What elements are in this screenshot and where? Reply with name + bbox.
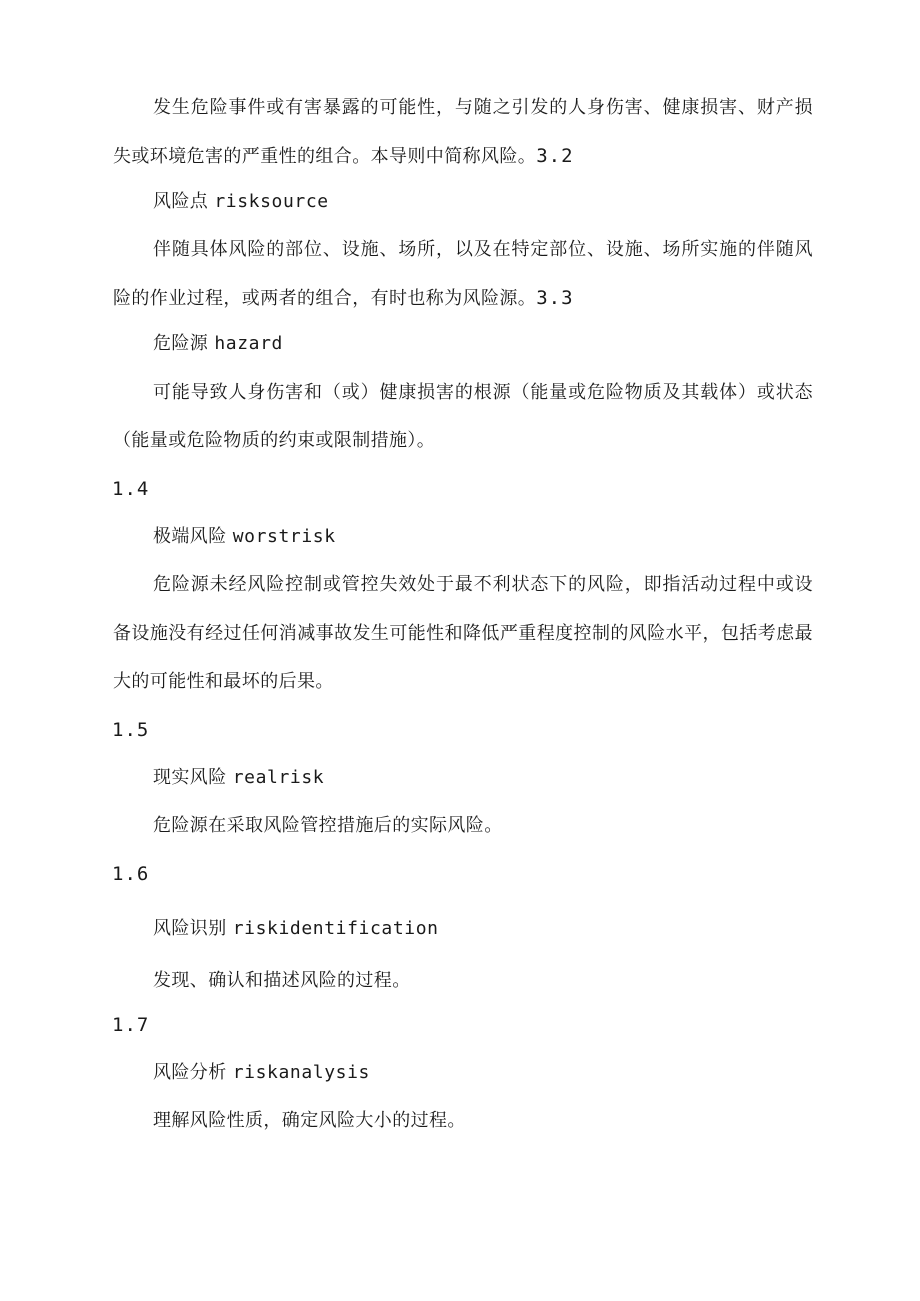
term-english: hazard — [214, 333, 283, 354]
paragraph-line: 危险源在采取风险管控措施后的实际风险。 — [153, 815, 503, 836]
term-heading — [153, 766, 324, 790]
paragraph-line: 发现、确认和描述风险的过程。 — [153, 970, 411, 991]
paragraph-line: 理解风险性质，确定风险大小的过程。 — [153, 1110, 466, 1131]
paragraph-line: 大的可能性和最坏的后果。 — [113, 671, 334, 692]
term-chinese: 风险点 — [153, 191, 209, 212]
term-chinese: 极端风险 — [153, 526, 227, 547]
term-heading — [153, 525, 336, 549]
paragraph-line: 可能导致人身伤害和（或）健康损害的根源（能量或危险物质及其载体）或状态 — [153, 382, 813, 403]
section-number: 1.6 — [112, 863, 150, 885]
paragraph-line: （能量或危险物质的约束或限制措施）。 — [113, 430, 436, 451]
paragraph-text: 失或环境危害的严重性的组合。本导则中简称风险。 — [113, 146, 537, 167]
term-english: riskanalysis — [232, 1062, 370, 1083]
term-heading — [153, 332, 283, 356]
paragraph-line: 伴随具体风险的部位、设施、场所，以及在特定部位、设施、场所实施的伴随风 — [153, 239, 813, 260]
section-number: 3.3 — [536, 287, 574, 309]
paragraph-line — [113, 286, 574, 311]
term-chinese: 风险分析 — [153, 1062, 227, 1083]
term-english: worstrisk — [232, 526, 336, 547]
term-chinese: 风险识别 — [153, 918, 227, 939]
term-chinese: 危险源 — [153, 333, 209, 354]
section-number: 1.7 — [112, 1014, 150, 1036]
section-number: 1.4 — [112, 478, 150, 500]
term-english: riskidentification — [232, 918, 439, 939]
term-heading — [153, 917, 439, 941]
section-number: 3.2 — [536, 145, 574, 167]
paragraph-line — [113, 144, 574, 169]
paragraph-text: 险的作业过程，或两者的组合，有时也称为风险源。 — [113, 288, 537, 309]
term-english: realrisk — [232, 767, 325, 788]
paragraph-line: 危险源未经风险控制或管控失效处于最不利状态下的风险，即指活动过程中或设 — [153, 574, 813, 595]
term-heading — [153, 190, 329, 214]
term-chinese: 现实风险 — [153, 767, 227, 788]
section-number: 1.5 — [112, 719, 150, 741]
paragraph-line: 备设施没有经过任何消减事故发生可能性和降低严重程度控制的风险水平，包括考虑最 — [113, 623, 813, 644]
paragraph-line: 发生危险事件或有害暴露的可能性，与随之引发的人身伤害、健康损害、财产损 — [153, 97, 813, 118]
term-heading — [153, 1061, 370, 1085]
term-english: risksource — [214, 191, 329, 212]
